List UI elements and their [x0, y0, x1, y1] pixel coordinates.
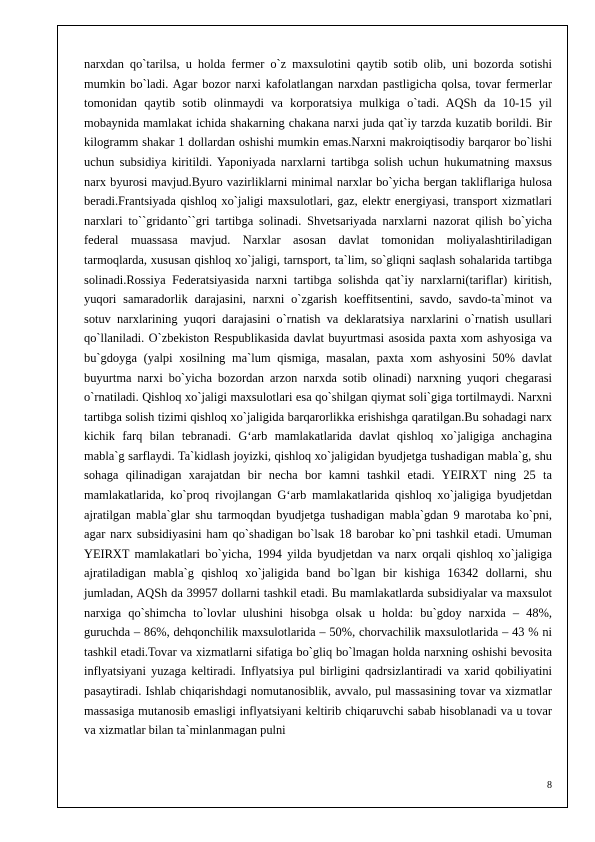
body-paragraph: narxdan qo`tarilsa, u holda fermer o`z maxsulotini qaytib sotib olib, uni bozorda sotishi mumkin bo`ladi. Agar bozor narxi kafolatlangan narxdan pastligicha qolsa, tovar fermerlar tomonidan qaytib sotib olinmaydi va korporatsiya mulkiga o`tadi. AQSh da 10-15 yil mobaynida mamlakat ichida shakarning chakana narxi juda qat`iy tarzda kuzatib borildi. Bir kilogramm shakar 1 dollardan oshishi mumkin emas.Narxni makroiqtisodiy barqaror bo`lishi uchun subsidiya kiritildi. Yaponiyada narxlarni tartibga solish uchun hukumatning maxsus narx byurosi mavjud.Byuro vazirliklarni minimal narxlar bo`yicha bergan takliflariga hulosa beradi.Frantsiyada qishloq xo`jaligi maxsulotlari, gaz, elektr energiyasi, transport xizmatlari narxlari to``gridanto``gri tartibga solinadi. Shvetsariyada narxlarni nazorat qilish bo`yicha federal muassasa mavjud. Narxlar asosan davlat tomonidan moliyalashtiriladigan tarmoqlarda, xususan qishloq xo`jaligi, tarnsport, ta`lim, so`gliqni saqlash sohalarida tartibga solinadi.Rossiya Federatsiyasida narxni tartibga solishda qat`iy narxlarni(tariflar) kiritish, yuqori samaradorlik darajasini, narxni o`zgarish koeffitsentini, savdo, savdo-ta`minot va sotuv narxlarining yuqori darajasini o`rnatish va deklaratsiya narxlarini o`rnatish usullari qo`llaniladi. O`zbekiston Respublikasida davlat buyurtmasi asosida paxta xom ashyosiga va bu`gdoyga (yalpi xosilning ma`lum qismiga, masalan, paxta xom ashyosini 50% davlat buyurtma narxi bo`yicha bozordan arzon narxda sotib olinadi) narxning yuqori chegarasi o`rnatiladi. Qishloq xo`jaligi maxsulotlari esa qo`shilgan qiymat soli`giga tortilmaydi. Narxni tartibga solish tizimi qishloq xo`jaligida barqarorlikka erishishga qaratilgan.Bu sohadagi narx kichik farq bilan tebranadi. G‘arb mamlakatlarida davlat qishloq xo`jaligiga anchagina mabla`g sarflaydi. Ta`kidlash joyizki, qishloq xo`jaligidan byudjetga tushadigan mabla`g, shu sohaga qilinadigan xarajatdan bir necha bor kamni tashkil etadi. YEIRXT ning 25 ta mamlakatlarida, ko`proq rivojlangan G‘arb mamlakatlarida qishloq xo`jaligiga byudjetdan ajratilgan mabla`glar shu tarmoqdan byudjetga tushadigan mabla`gdan 9 marotaba ko`pni, agar narx subsidiyasini ham qo`shadigan bo`lsak 18 barobar ko`pni tashkil etadi. Umuman YEIRXT mamlakatlari bo`yicha, 1994 yilda byudjetdan va narx orqali qishloq xo`jaligiga ajratiladigan mabla`g qishloq xo`jaligida band bo`lgan bir kishiga 16342 dollarni, shu jumladan, AQSh da 39957 dollarni tashkil etadi. Bu mamlakatlarda subsidiyalar va maxsulot narxiga qo`shimcha to`lovlar ulushini hisobga olsak u holda: bu`gdoy narxida – 48%, guruchda – 86%, dehqonchilik maxsulotlarida – 50%, chorvachilik maxsulotlarida – 43 % ni tashkil etadi.Tovar va xizmatlarni sifatiga bo`gliq bo`lmagan holda narxning oshishi bevosita inflyatsiyani yuzaga keltiradi. Inflyatsiya pul birligini qadrsizlantiradi va xarid qobiliyatini pasaytiradi. Ishlab chiqarishdagi nomutanosiblik, avvalo, pul massasining tovar va xizmatlar massasiga mutanosib emasligi inflyatsiyani keltirib chiqaruvchi sabab hisoblanadi va u tovar va xizmatlar bilan ta`minlanmagan pulni [84, 57, 552, 738]
page-number: 8 [547, 780, 552, 791]
